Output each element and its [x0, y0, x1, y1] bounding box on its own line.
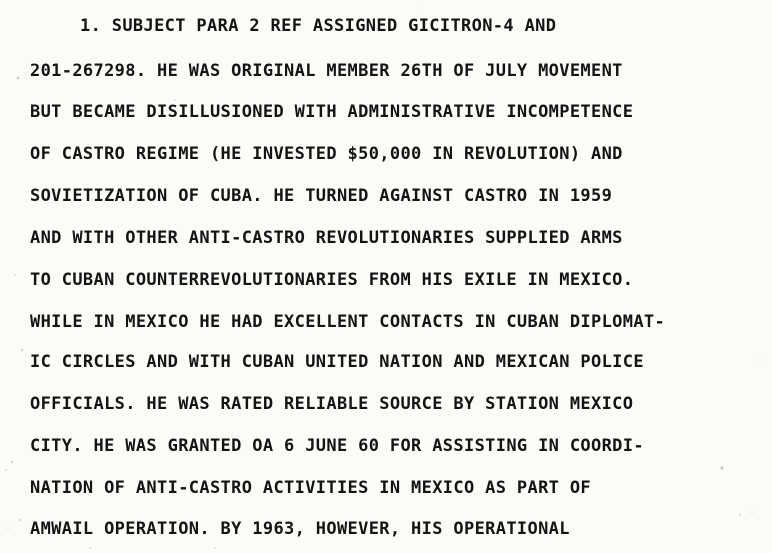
- document-line-3: BUT BECAME DISILLUSIONED WITH ADMINISTRATIVE INCOMPETENCE: [30, 102, 634, 122]
- document-line-2: 201-267298. HE WAS ORIGINAL MEMBER 26TH OF JULY MOVEMENT: [30, 61, 623, 81]
- document-line-1: 1. SUBJECT PARA 2 REF ASSIGNED GICITRON-4 AND: [80, 16, 557, 36]
- document-line-7: TO CUBAN COUNTERREVOLUTIONARIES FROM HIS EXILE IN MEXICO.: [30, 270, 634, 290]
- document-line-9: IC CIRCLES AND WITH CUBAN UNITED NATION AND MEXICAN POLICE: [30, 352, 644, 372]
- document-line-11: CITY. HE WAS GRANTED OA 6 JUNE 60 FOR ASSISTING IN COORDI-: [30, 436, 644, 456]
- document-line-4: OF CASTRO REGIME (HE INVESTED $50,000 IN REVOLUTION) AND: [30, 144, 623, 164]
- document-line-8: WHILE IN MEXICO HE HAD EXCELLENT CONTACTS IN CUBAN DIPLOMAT-: [30, 312, 666, 332]
- document-line-13: AMWAIL OPERATION. BY 1963, HOWEVER, HIS OPERATIONAL: [30, 519, 570, 539]
- document-line-12: NATION OF ANTI-CASTRO ACTIVITIES IN MEXICO AS PART OF: [30, 478, 591, 498]
- document-line-5: SOVIETIZATION OF CUBA. HE TURNED AGAINST CASTRO IN 1959: [30, 186, 613, 206]
- document-line-6: AND WITH OTHER ANTI-CASTRO REVOLUTIONARIES SUPPLIED ARMS: [30, 228, 623, 248]
- document-line-10: OFFICIALS. HE WAS RATED RELIABLE SOURCE BY STATION MEXICO: [30, 394, 634, 414]
